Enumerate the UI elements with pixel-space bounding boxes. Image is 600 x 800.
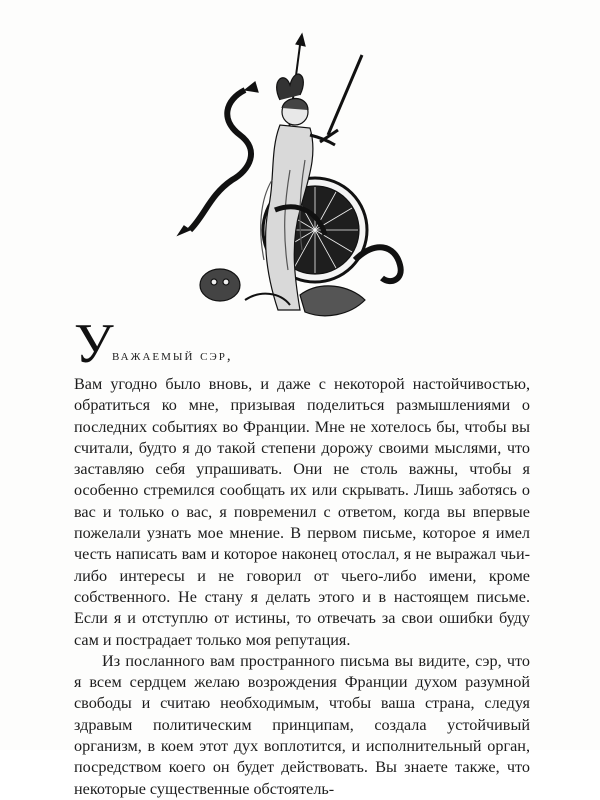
serpent-left [190,90,251,230]
serpent-right [355,247,401,281]
foliage [300,286,365,316]
helmet-plume [277,74,304,100]
drop-cap-letter: У [74,313,114,375]
allegorical-engraving-illustration [150,30,430,330]
paragraph-2: Из посланного вам пространного письма вы видите, сэр, что я всем сердцем желаю возрождения Франции духом разумной свободы и считаю необходимым, чтобы ваша страна, следуя здравым политическим принципам, создала устойчивый организм, в коем этот дух воплотится, и исполнительный орган, посредством коего он будет действовать. Вы знаете также, что некоторые существенные обстоятель- [74,651,530,798]
raised-sword [328,55,362,135]
salutation: важаемый сэр, [112,348,233,364]
letter-body [74,374,530,800]
paragraph-1: Вам угодно было вновь, и даже с некоторой настойчивостью, обратиться ко мне, призывая поделиться размышлениями о последних событиях во Франции. Мне не хотелось бы, чтобы вы считали, будто я до такой степени дорожу своими мыслями, что заставляю себя упрашивать. Они не столь важны, чтобы я особенно стремился сообщать их или скрывать. Лишь заботясь о вас и только о вас, я повременил с ответом, когда вы впервые пожелали узнать мое мнение. В первом письме, которое я имел честь написать вам и которое наконец отослал, я не выражал чьи-либо интересы и не говорил от чьего-либо имени, кроме собственного. Не стану я делать этого и в настоящем письме. Если я и отступлю от истины, то отвечать за свои ошибки буду сам и пострадает только моя репутация. [74,375,530,649]
grotesque-mask [200,269,240,301]
